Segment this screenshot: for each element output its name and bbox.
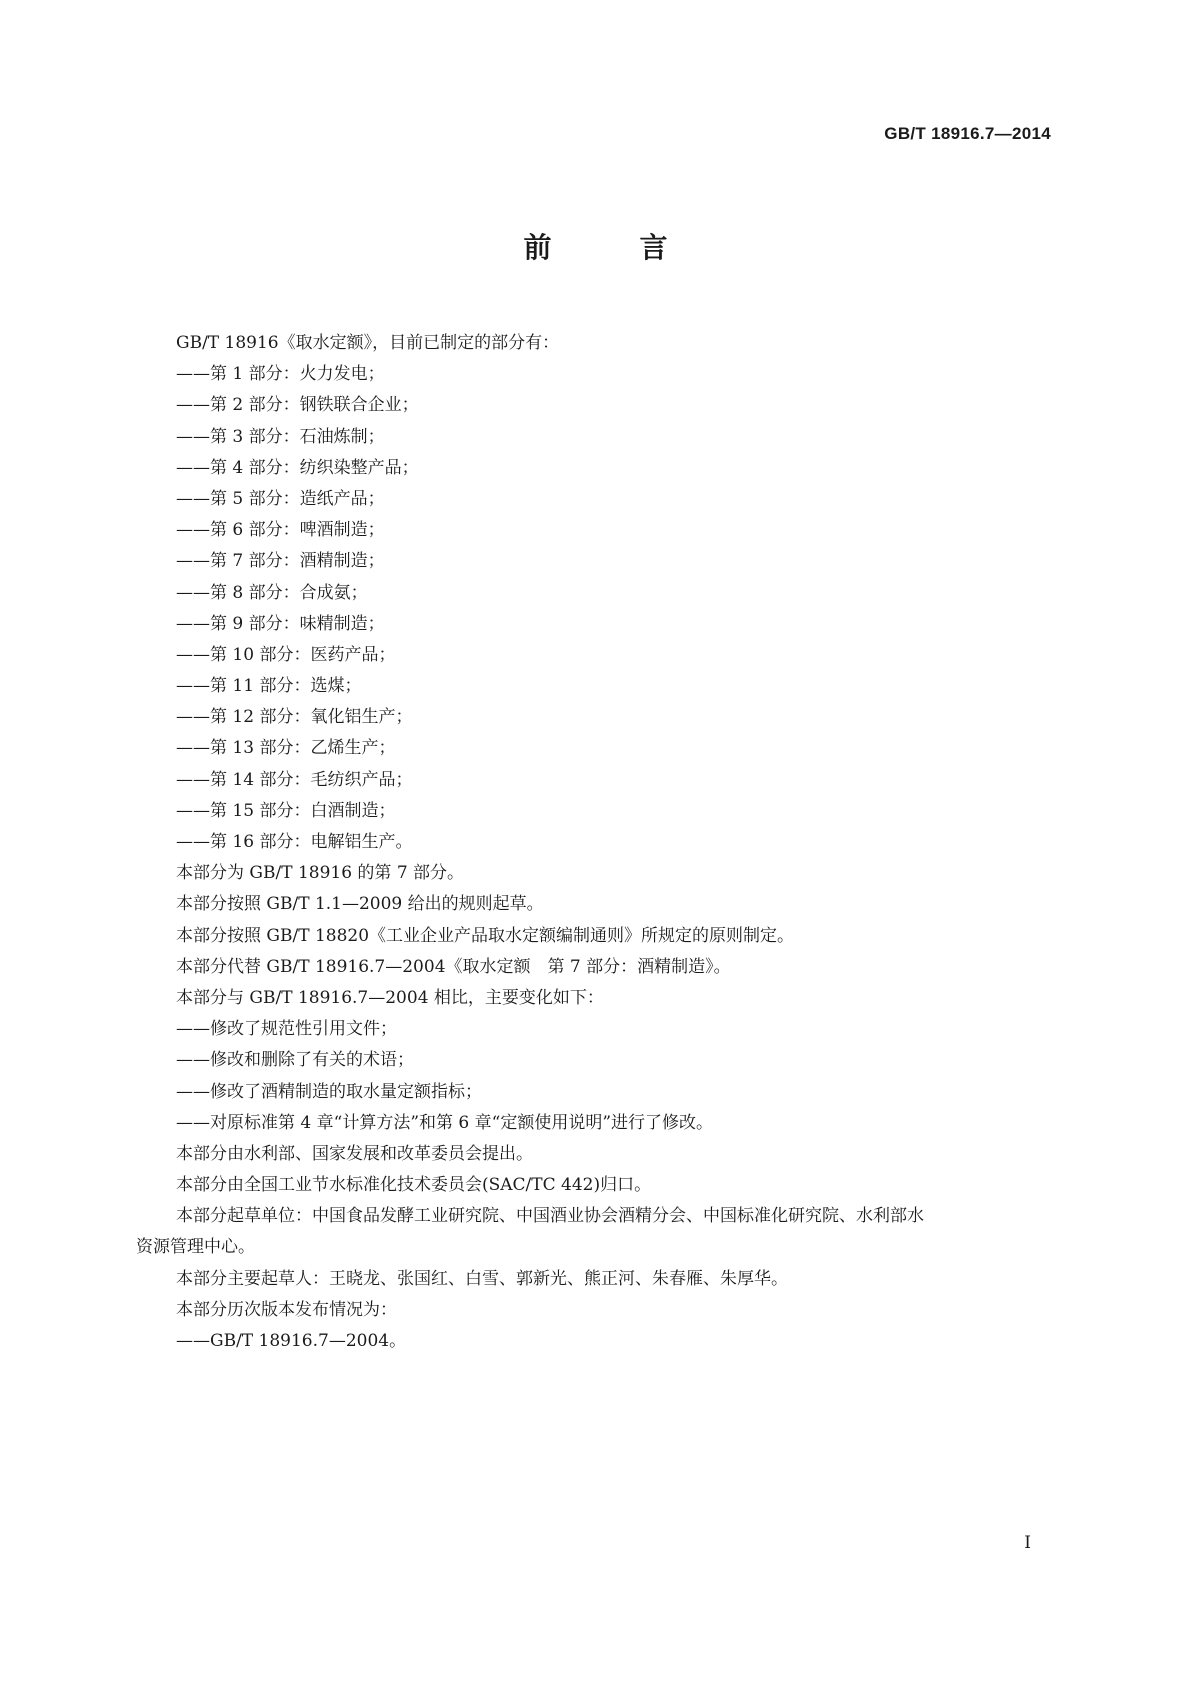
change-list-item: ——对原标准第 4 章“计算方法”和第 6 章“定额使用说明”进行了修改。 [176, 1112, 714, 1133]
paragraph: 本部分主要起草人：王晓龙、张国红、白雪、郭新光、熊正河、朱春雁、朱厚华。 [176, 1268, 788, 1289]
part-list-item: ——第 12 部分：氧化铝生产； [176, 707, 413, 728]
paragraph: 本部分按照 GB/T 18820《工业企业产品取水定额编制通则》所规定的原则制定。 [176, 925, 795, 946]
change-list-item: ——修改和删除了有关的术语； [176, 1050, 414, 1071]
part-list-item: ——第 3 部分：石油炼制； [176, 426, 385, 447]
paragraph: 本部分由全国工业节水标准化技术委员会(SAC/TC 442)归口。 [176, 1175, 652, 1196]
standard-code-header: GB/T 18916.7—2014 [884, 124, 1051, 143]
part-list-item: ——第 4 部分：纺织染整产品； [176, 457, 419, 478]
page-number: I [1024, 1533, 1031, 1553]
history-list-item: ——GB/T 18916.7—2004。 [176, 1331, 407, 1351]
part-list-item: ——第 10 部分：医药产品； [176, 644, 396, 665]
paragraph: 本部分历次版本发布情况为： [176, 1299, 397, 1320]
part-list-item: ——第 6 部分：啤酒制造； [176, 520, 385, 541]
change-list-item: ——修改了规范性引用文件； [176, 1019, 397, 1040]
part-list-item: ——第 7 部分：酒精制造； [176, 551, 385, 572]
part-list-item: ——第 2 部分：钢铁联合企业； [176, 395, 419, 416]
part-list-item: ——第 15 部分：白酒制造； [176, 800, 396, 821]
part-list-item: ——第 13 部分：乙烯生产； [176, 738, 396, 759]
part-list-item: ——第 14 部分：毛纺织产品； [176, 769, 413, 790]
drafting-units-line-1: 本部分起草单位：中国食品发酵工业研究院、中国酒业协会酒精分会、中国标准化研究院、水利部水 [176, 1206, 924, 1227]
part-list-item: ——第 11 部分：选煤； [176, 676, 362, 697]
part-list-item: ——第 16 部分：电解铝生产。 [176, 832, 413, 852]
part-list-item: ——第 9 部分：味精制造； [176, 613, 385, 634]
paragraph: 本部分为 GB/T 18916 的第 7 部分。 [176, 863, 465, 884]
paragraph: 本部分代替 GB/T 18916.7—2004《取水定额 第 7 部分：酒精制造》。 [176, 956, 731, 977]
change-list-item: ——修改了酒精制造的取水量定额指标； [176, 1081, 482, 1102]
paragraph: 本部分与 GB/T 18916.7—2004 相比，主要变化如下： [176, 987, 604, 1008]
page-title: 前 言 [523, 231, 698, 264]
foreword-body [136, 328, 1056, 1357]
part-list-item: ——第 1 部分：火力发电； [176, 364, 385, 385]
drafting-units-line-2: 资源管理中心。 [136, 1237, 255, 1258]
paragraph: 本部分按照 GB/T 1.1—2009 给出的规则起草。 [176, 894, 544, 915]
part-list-item: ——第 5 部分：造纸产品； [176, 488, 385, 509]
paragraph: 本部分由水利部、国家发展和改革委员会提出。 [176, 1143, 533, 1164]
intro-line: GB/T 18916《取水定额》，目前已制定的部分有： [176, 333, 560, 353]
part-list-item: ——第 8 部分：合成氨； [176, 582, 368, 603]
